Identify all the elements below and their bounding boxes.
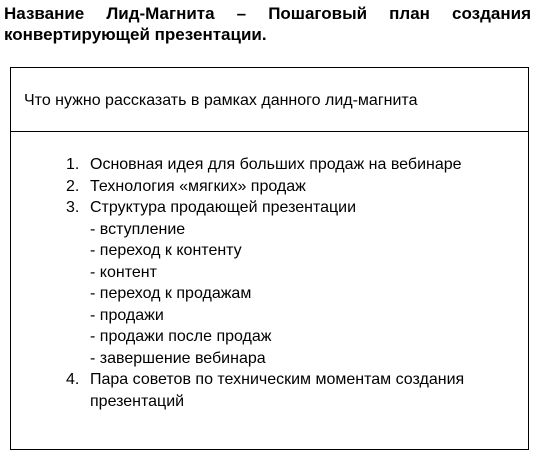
item-number: 3. [66, 199, 80, 216]
list-item [11, 197, 528, 369]
sub-list-item: - переход к контенту [90, 242, 242, 259]
list-item [11, 369, 528, 412]
sub-list-item: - вступление [90, 220, 186, 238]
table-header-cell [11, 68, 528, 132]
item-text: Пара советов по техническим моментам создания презентаций [90, 371, 465, 410]
table-header-text: Что нужно рассказать в рамках данного лид-магнита [24, 92, 418, 109]
list-item [11, 176, 528, 198]
item-text: Основная идея для больших продаж на вебинаре [90, 156, 462, 173]
item-number: 2. [66, 177, 80, 195]
item-text: Технология «мягких» продаж [90, 177, 306, 195]
list-item [11, 154, 528, 176]
item-text: Структура продающей презентации [90, 199, 357, 216]
content-table [10, 67, 529, 450]
document-title: Название Лид-Магнита – Пошаговый план создания конвертирующей презентации. [4, 4, 531, 44]
item-number: 1. [66, 156, 80, 173]
sub-list-item: - продажи после продаж [90, 328, 272, 345]
item-number: 4. [66, 371, 80, 388]
sub-list-item: - завершение вебинара [90, 349, 266, 367]
outline-list [11, 154, 528, 412]
sub-list-item: - контент [90, 263, 157, 281]
table-body-cell [11, 132, 528, 412]
sub-list [90, 219, 528, 370]
sub-list-item: - продажи [90, 306, 164, 324]
sub-list-item: - переход к продажам [90, 285, 252, 302]
